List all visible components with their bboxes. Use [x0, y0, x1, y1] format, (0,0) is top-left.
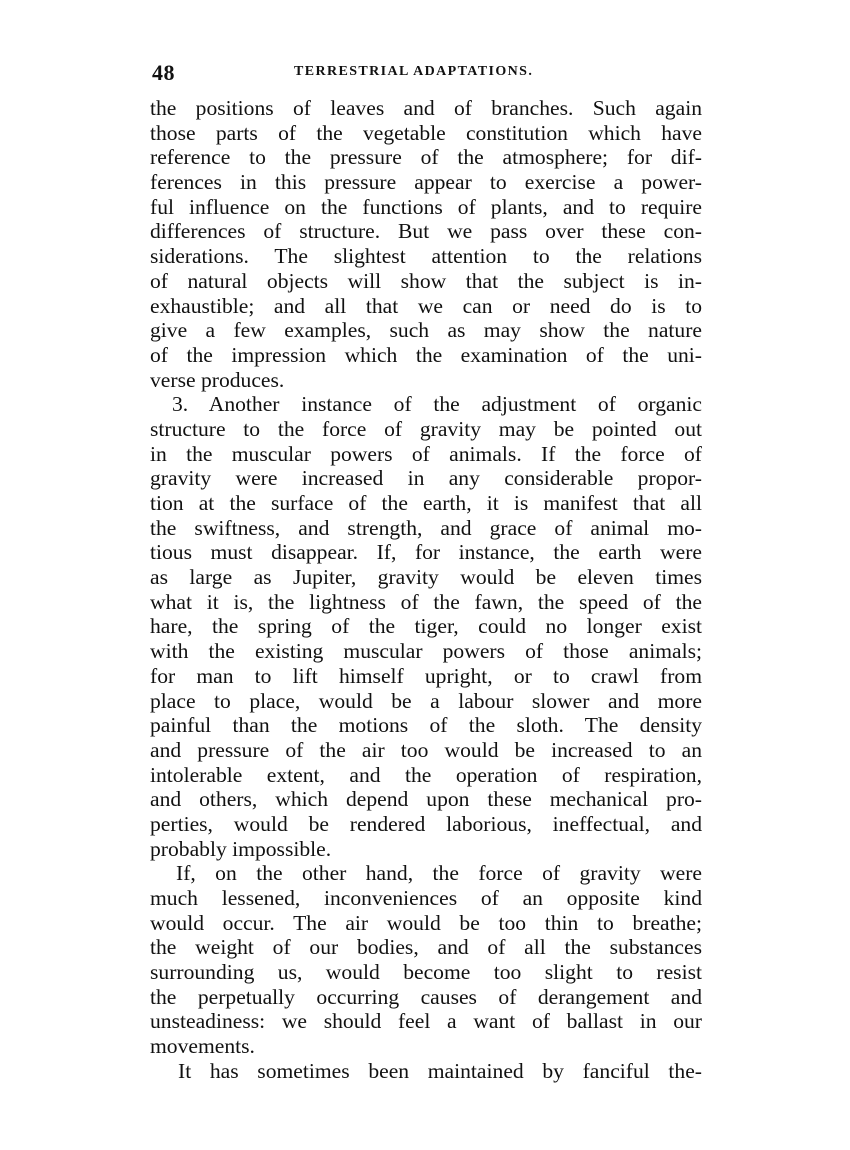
text-line: gravity were increased in any considerable propor-: [150, 466, 702, 491]
text-line: and others, which depend upon these mechanical pro-: [150, 787, 702, 812]
text-line: would occur. The air would be too thin to breathe;: [150, 910, 702, 935]
body-text: [150, 96, 702, 1084]
text-line: the weight of our bodies, and of all the substances: [150, 935, 702, 960]
running-head: TERRESTRIAL ADAPTATIONS.: [294, 64, 534, 79]
text-line: exhaustible; and all that we can or need do is to: [150, 293, 702, 318]
text-line: with the existing muscular powers of those animals;: [150, 639, 702, 664]
text-line: of the impression which the examination of the uni-: [150, 342, 702, 367]
text-line: differences of structure. But we pass over these con-: [150, 219, 702, 244]
text-line: place to place, would be a labour slower and more: [150, 688, 702, 713]
text-line: the swiftness, and strength, and grace of animal mo-: [150, 515, 702, 540]
text-line: give a few examples, such as may show the nature: [150, 318, 702, 343]
text-line: for man to lift himself upright, or to crawl from: [150, 663, 702, 688]
text-line: in the muscular powers of animals. If the force of: [150, 441, 702, 466]
page-header: [152, 60, 698, 88]
text-line: the perpetually occurring causes of derangement and: [150, 984, 702, 1009]
text-line: painful than the motions of the sloth. The density: [150, 713, 702, 738]
text-line: surrounding us, would become too slight to resist: [150, 960, 702, 985]
text-line: as large as Jupiter, gravity would be eleven times: [150, 565, 702, 590]
text-line: what it is, the lightness of the fawn, the speed of the: [150, 589, 702, 614]
paragraph-start: It has sometimes been maintained by fanciful the-: [178, 1058, 702, 1083]
text-line: ful influence on the functions of plants, and to require: [150, 194, 702, 219]
text-line: perties, would be rendered laborious, ineffectual, and: [150, 811, 702, 836]
text-line: hare, the spring of the tiger, could no longer exist: [150, 614, 702, 639]
text-line: intolerable extent, and the operation of respiration,: [150, 762, 702, 787]
text-line: much lessened, inconveniences of an opposite kind: [150, 886, 702, 910]
text-line: tion at the surface of the earth, it is manifest that all: [150, 491, 702, 515]
text-line: of natural objects will show that the subject is in-: [150, 268, 702, 293]
text-line: probably impossible.: [150, 836, 332, 861]
text-line: the positions of leaves and of branches. Such again: [150, 96, 702, 120]
text-line: and pressure of the air too would be increased to an: [150, 737, 702, 762]
text-line: those parts of the vegetable constitution which have: [150, 120, 702, 145]
text-line: siderations. The slightest attention to the relations: [150, 244, 702, 269]
paragraph-start: 3. Another instance of the adjustment of organic: [172, 392, 702, 417]
text-line: movements.: [150, 1034, 255, 1059]
text-line: ferences in this pressure appear to exercise a power-: [150, 170, 702, 195]
text-line: reference to the pressure of the atmosphere; for dif-: [150, 145, 702, 170]
text-line: structure to the force of gravity may be pointed out: [150, 416, 702, 441]
page-number: 48: [152, 60, 175, 85]
text-line: verse produces.: [150, 367, 285, 392]
text-line: tious must disappear. If, for instance, the earth were: [150, 540, 702, 565]
text-line: unsteadiness: we should feel a want of ballast in our: [150, 1009, 702, 1034]
paragraph-start: If, on the other hand, the force of gravity were: [176, 861, 702, 886]
